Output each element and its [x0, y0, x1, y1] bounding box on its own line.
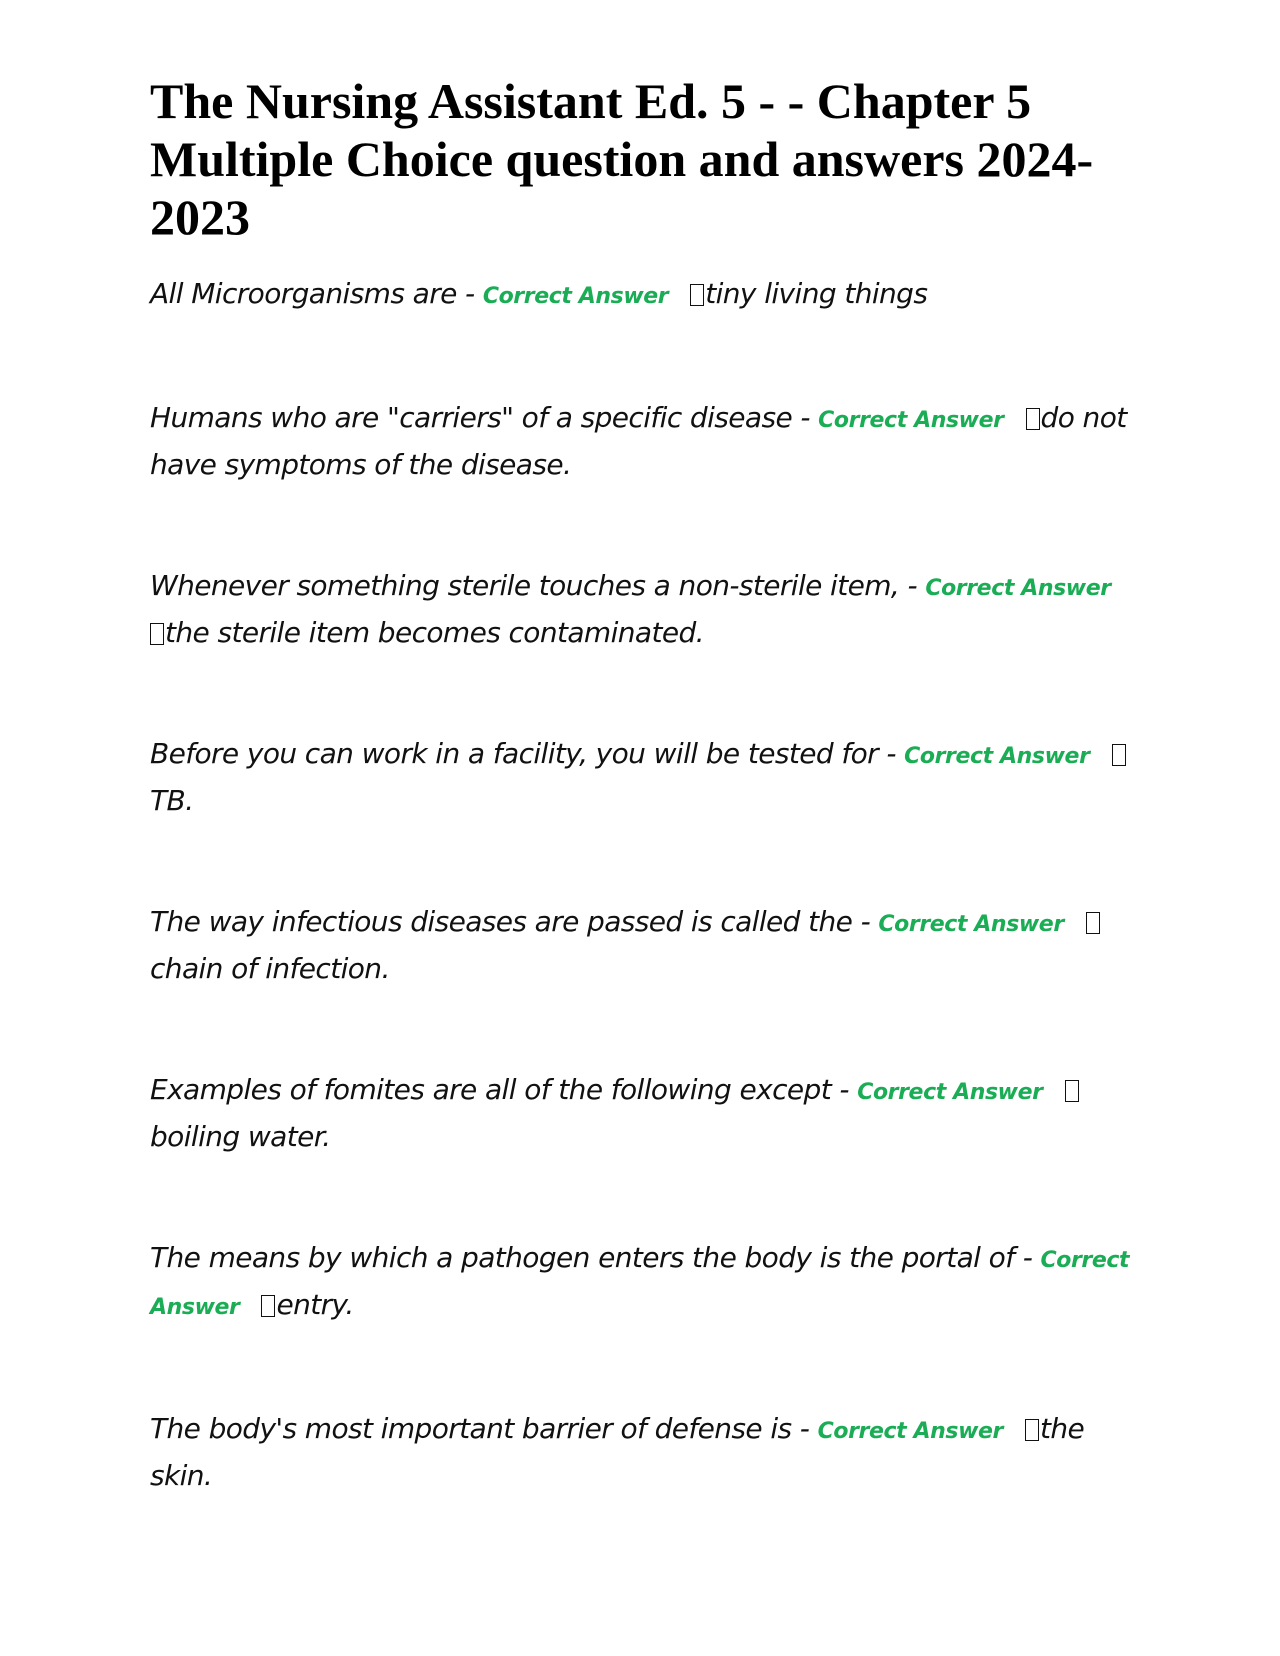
question-text: Before you can work in a facility, you will be tested for -	[150, 737, 905, 770]
correct-answer-label: Correct Answer	[925, 576, 1111, 601]
document-title: The Nursing Assistant Ed. 5 - - Chapter 5 Multiple Choice question and answers 2024-2023	[150, 73, 1094, 245]
question-text: The way infectious diseases are passed is called the -	[150, 905, 879, 938]
qa-item	[150, 900, 1140, 991]
answer-text: the skin.	[150, 1412, 1085, 1492]
correct-answer-label: Correct Answer	[878, 912, 1064, 937]
question-text: Humans who are "carriers" of a specific disease -	[150, 401, 819, 434]
document-page	[150, 72, 1140, 1575]
question-text: The body's most important barrier of defense is -	[150, 1412, 818, 1445]
qa-item	[150, 272, 1140, 319]
answer-text: TB.	[150, 784, 194, 817]
correct-answer-label: Correct Answer	[817, 1419, 1003, 1444]
correct-answer-label: Correct Answer	[818, 408, 1004, 433]
missing-glyph-icon	[150, 623, 164, 645]
missing-glyph-icon	[1112, 744, 1126, 766]
qa-item	[150, 1407, 1140, 1498]
missing-glyph-icon	[690, 284, 704, 306]
answer-text: the sterile item becomes contaminated.	[165, 616, 704, 649]
correct-answer-label: Correct Answer	[150, 1248, 1130, 1320]
qa-item	[150, 1236, 1140, 1330]
correct-answer-label: Correct Answer	[482, 284, 669, 309]
missing-glyph-icon	[1025, 1419, 1039, 1441]
qa-item	[150, 1068, 1140, 1159]
answer-text: boiling water.	[150, 1120, 331, 1153]
correct-answer-label: Correct Answer	[857, 1080, 1043, 1105]
question-text: All Microorganisms are -	[150, 277, 483, 310]
missing-glyph-icon	[1026, 408, 1040, 430]
missing-glyph-icon	[1086, 912, 1100, 934]
answer-text: tiny living things	[705, 277, 928, 310]
answer-text: entry.	[276, 1288, 354, 1321]
question-text: Whenever something sterile touches a non-sterile item, -	[150, 569, 926, 602]
qa-item	[150, 732, 1140, 823]
missing-glyph-icon	[261, 1295, 275, 1317]
question-text: Examples of fomites are all of the following except -	[150, 1073, 858, 1106]
answer-text: do not have symptoms of the disease.	[150, 401, 1127, 481]
question-text: The means by which a pathogen enters the body is the portal of -	[150, 1241, 1041, 1274]
correct-answer-label: Correct Answer	[904, 744, 1090, 769]
qa-item	[150, 564, 1140, 655]
answer-text: chain of infection.	[150, 952, 390, 985]
missing-glyph-icon	[1065, 1080, 1079, 1102]
qa-item	[150, 396, 1140, 487]
